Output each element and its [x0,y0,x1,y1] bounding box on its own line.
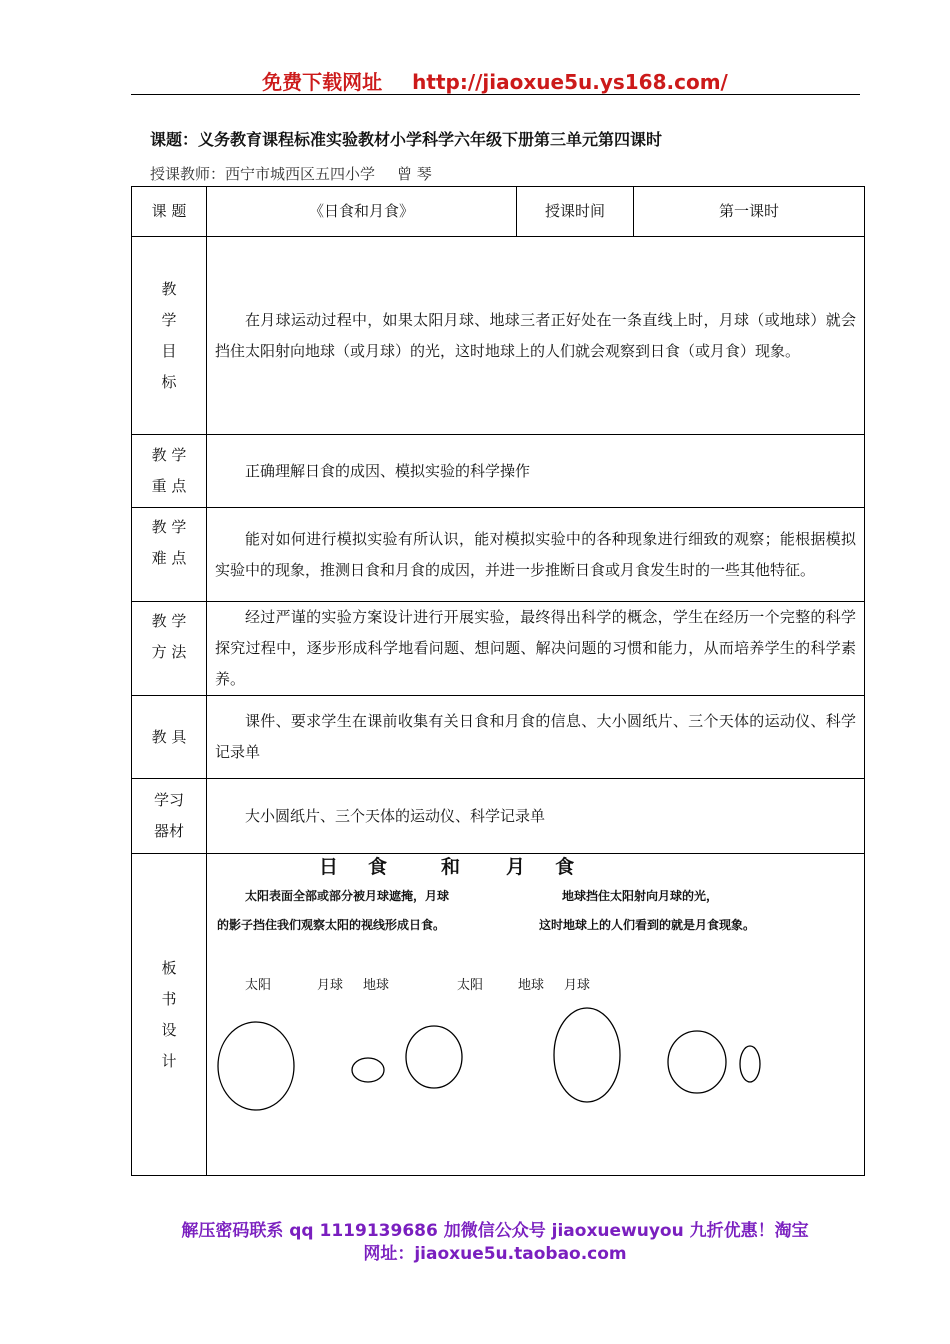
lunar-moon-circle [740,1046,760,1082]
solar-moon-label: 月球 [317,978,344,993]
lunar-sun-label: 太阳 [457,978,484,993]
solar-moon-circle [352,1058,384,1082]
solar-sun-circle [218,1022,294,1110]
solar-eclipse-line1: 太阳表面全部或部分被月球遮掩，月球 [245,889,450,903]
topic-value: 《日食和月食》 [207,187,517,237]
method-text: 经过严谨的实验方案设计进行开展实验，最终得出科学的概念，学生在经历一个完整的科学探究过程中，逐步形成科学地看问题、想问题、解决问题的习惯和能力，从而培养学生的科学素养。 [207,602,865,696]
board-title: 日 食 和 月 食 [319,856,577,878]
teacher-label: 授课教师：西宁市城西区五四小学 [150,165,376,183]
materials-row [132,779,865,854]
download-url-link[interactable]: http://jiaoxue5u.ys168.com/ [412,70,728,94]
tools-row [132,696,865,779]
footer-line-1: 解压密码联系 qq 1119139686 加微信公众号 jiaoxuewuyou 九折优惠！淘宝 [181,1221,809,1241]
lunar-sun-circle [554,1008,620,1102]
tools-label: 教 具 [132,696,207,779]
goal-label: 教 学 目 标 [132,237,207,435]
time-value: 第一课时 [634,187,865,237]
lunar-eclipse-line1: 地球挡住太阳射向月球的光， [562,889,719,903]
solar-eclipse-line2: 的影子挡住我们观察太阳的视线形成日食。 [217,918,446,932]
download-label: 免费下载网址 [262,70,383,94]
key-label: 教 学 重 点 [132,435,207,508]
key-text: 正确理解日食的成因、模拟实验的科学操作 [207,435,865,508]
goal-text: 在月球运动过程中，如果太阳月球、地球三者正好处在一条直线上时，月球（或地球）就会挡住太阳射向地球（或月球）的光，这时地球上的人们就会观察到日食（或月食）现象。 [207,237,865,435]
solar-sun-label: 太阳 [245,978,272,993]
solar-earth-label: 地球 [363,978,390,993]
download-header [0,66,950,95]
difficulty-text: 能对如何进行模拟实验有所认识，能对模拟实验中的各种现象进行细致的观察；能根据模拟实验中的现象，推测日食和月食的成因，并进一步推断日食或月食发生时的一些其他特征。 [207,508,865,602]
key-row [132,435,865,508]
header-divider [131,94,860,95]
lunar-moon-label: 月球 [564,978,591,993]
board-design [207,854,865,1176]
board-row [132,854,865,1176]
time-label: 授课时间 [517,187,634,237]
difficulty-label: 教 学 难 点 [132,508,207,602]
lesson-title: 课题：义务教育课程标准实验教材小学科学六年级下册第三单元第四课时 [150,130,663,149]
footer-line-2: 网址：jiaoxue5u.taobao.com [363,1244,627,1264]
solar-earth-circle [406,1026,462,1088]
teacher-name: 曾 琴 [397,165,432,183]
materials-label: 学习 器材 [132,779,207,854]
eclipse-diagram [207,854,863,1175]
materials-text: 大小圆纸片、三个天体的运动仪、科学记录单 [207,779,865,854]
topic-row [132,187,865,237]
goal-row [132,237,865,435]
method-row [132,602,865,696]
difficulty-row [132,508,865,602]
lunar-earth-label: 地球 [518,978,545,993]
method-label: 教 学 方 法 [132,602,207,696]
lesson-plan-table [131,186,865,1176]
lunar-earth-circle [668,1031,726,1093]
lunar-eclipse-line2: 这时地球上的人们看到的就是月食现象。 [539,918,756,932]
tools-text: 课件、要求学生在课前收集有关日食和月食的信息、大小圆纸片、三个天体的运动仪、科学记录单 [207,696,865,779]
teacher-line [150,163,432,184]
topic-label: 课 题 [132,187,207,237]
board-label: 板 书 设 计 [132,854,207,1176]
